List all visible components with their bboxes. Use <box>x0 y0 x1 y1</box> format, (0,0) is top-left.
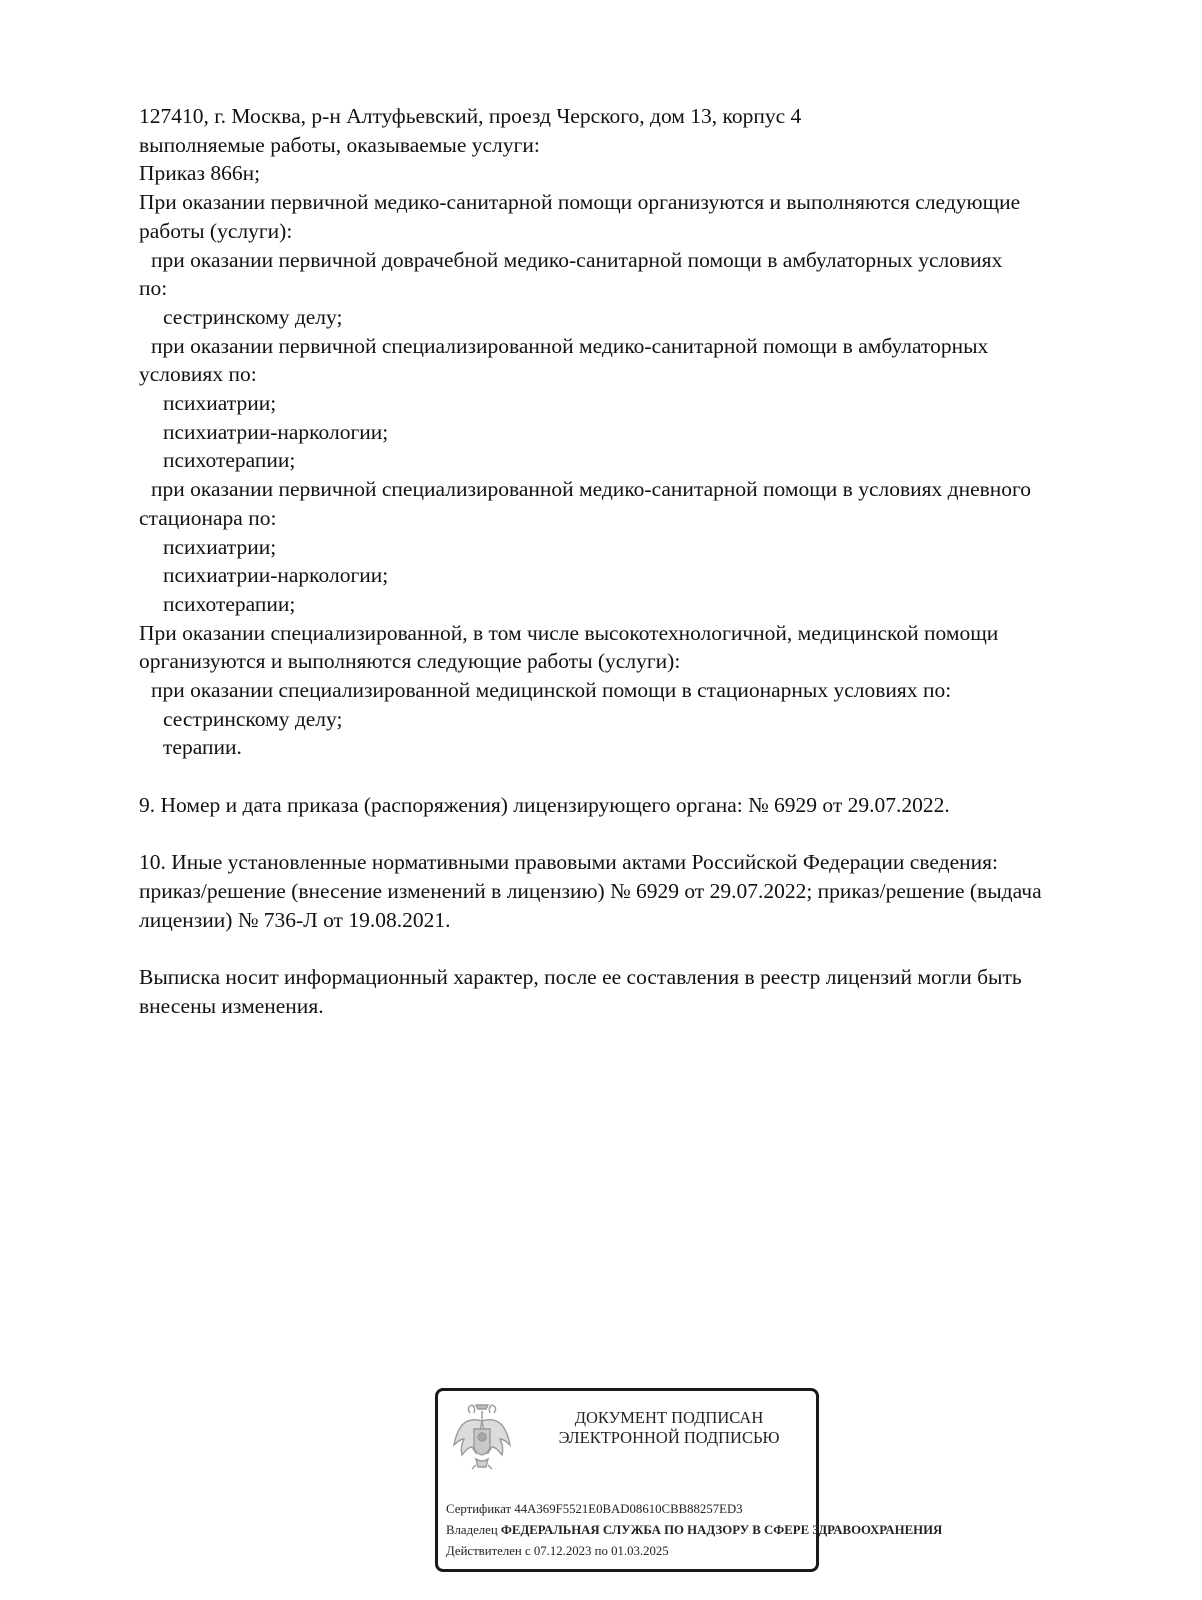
list-item: психотерапии; <box>163 448 296 473</box>
item-10-line: приказ/решение (внесение изменений в лицензию) № 6929 от 29.07.2022; приказ/решение (выдача <box>139 878 1042 903</box>
stamp-title-line: ЭЛЕКТРОННОЙ ПОДПИСЬЮ <box>558 1427 780 1447</box>
text-line: При оказании первичной медико-санитарной помощи организуются и выполняются следующие <box>139 190 1021 215</box>
text-line: по: <box>139 276 168 301</box>
text-line: организуются и выполняются следующие работы (услуги): <box>139 649 681 674</box>
text-line: стационара по: <box>139 505 277 530</box>
certificate-label: Сертификат <box>446 1502 512 1516</box>
stamp-title-line: ДОКУМЕНТ ПОДПИСАН <box>574 1408 764 1427</box>
list-item: психиатрии-наркологии; <box>163 419 389 444</box>
certificate-row <box>446 1499 866 1520</box>
list-item: сестринскому делу; <box>163 304 343 329</box>
text-line: При оказании специализированной, в том числе высокотехнологичной, медицинской помощи <box>139 620 999 645</box>
text-line: при оказании специализированной медицинской помощи в стационарных условиях по: <box>151 678 952 703</box>
owner-name: ФЕДЕРАЛЬНАЯ СЛУЖБА ПО НАДЗОРУ В СФЕРЕ ЗДРАВООХРАНЕНИЯ <box>500 1523 943 1537</box>
list-item: сестринскому делу; <box>163 706 343 731</box>
text-line: при оказании первичной доврачебной медико-санитарной помощи в амбулаторных условиях <box>151 247 1003 272</box>
list-item: психотерапии; <box>163 591 296 616</box>
text-line: при оказании первичной специализированной медико-санитарной помощи в амбулаторных <box>151 333 989 358</box>
item-10-line: 10. Иные установленные нормативными правовыми актами Российской Федерации сведения: <box>139 850 998 875</box>
spacer <box>139 934 1139 963</box>
stamp-details <box>446 1499 943 1562</box>
certificate-number: 44A369F5521E0BAD08610CBB88257ED3 <box>514 1502 743 1516</box>
text-line: условиях по: <box>139 362 257 387</box>
list-item: терапии. <box>163 735 242 760</box>
spacer <box>139 820 1139 849</box>
owner-label: Владелец <box>446 1523 498 1537</box>
note-line: Выписка носит информационный характер, после ее составления в реестр лицензий могли быть <box>139 965 1022 990</box>
stamp-title <box>524 1408 814 1447</box>
order-ref: Приказ 866н; <box>139 161 261 186</box>
russian-coat-of-arms-icon <box>450 1399 514 1475</box>
spacer <box>139 762 1139 791</box>
text-line: при оказании первичной специализированной медико-санитарной помощи в условиях дневного <box>151 477 1032 502</box>
address-line: 127410, г. Москва, р-н Алтуфьевский, проезд Черского, дом 13, корпус 4 <box>139 104 802 128</box>
text-line: работы (услуги): <box>139 218 293 243</box>
item-9: 9. Номер и дата приказа (распоряжения) лицензирующего органа: № 6929 от 29.07.2022. <box>139 792 950 817</box>
document-body <box>139 102 1139 1020</box>
note-line: внесены изменения. <box>139 993 324 1018</box>
item-10-line: лицензии) № 736-Л от 19.08.2021. <box>139 907 451 932</box>
works-heading: выполняемые работы, оказываемые услуги: <box>139 132 540 157</box>
owner-row <box>446 1520 943 1541</box>
electronic-signature-stamp <box>435 1388 943 1572</box>
validity-period: Действителен с 07.12.2023 по 01.03.2025 <box>446 1544 669 1558</box>
list-item: психиатрии-наркологии; <box>163 563 389 588</box>
list-item: психиатрии; <box>163 534 277 559</box>
list-item: психиатрии; <box>163 391 277 416</box>
